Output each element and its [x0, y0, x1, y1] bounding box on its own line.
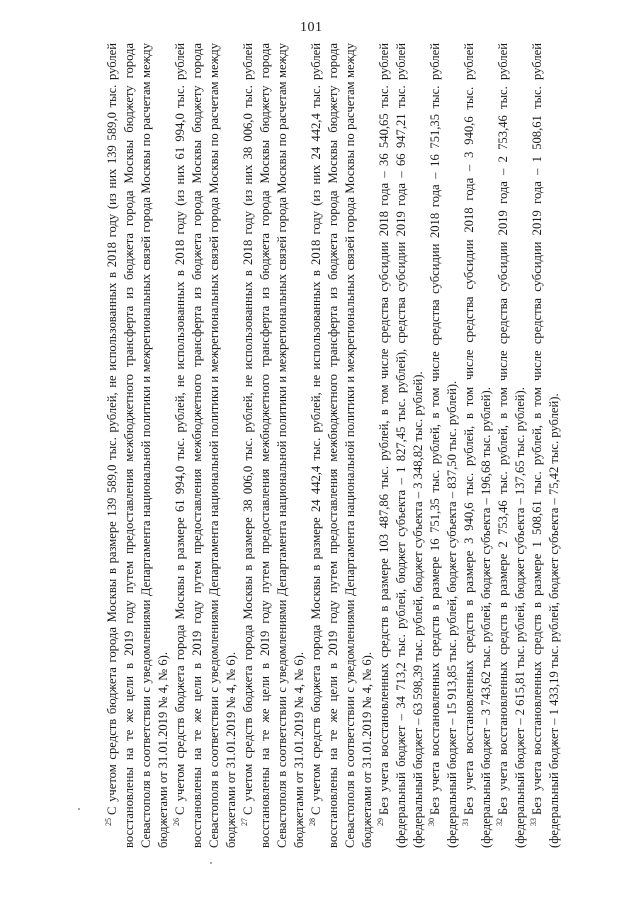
footnote-28: [308, 43, 376, 848]
footnote-text: Без учета восстановленных средств в размере 3 940,6 тыс. рублей, в том числе средства субсидии 2018 года – 3 940,6 тыс. рублей (федеральный бюджет – 3 743,62 тыс. рублей, бюджет субъекта – 196,68 тыс. рублей).: [462, 43, 493, 848]
footnote-29: [376, 43, 427, 848]
footnote-33: [529, 43, 563, 848]
footnotes-block: [104, 43, 596, 848]
scan-speck: [78, 808, 80, 810]
footnote-text: Без учета восстановленных средств в размере 103 487,86 тыс. рублей, в том числе средства субсидии 2018 года – 36 540,65 тыс. рублей (федеральный бюджет – 34 713,2 тыс. рублей, бюджет субъекта – 1 827,45 тыс. рублей), средства субсидии 2019 года – 66 947,21 тыс. рублей (федеральный бюджет – 63 598,39 тыс. рублей, бюджет субъекта – 3 348,82 тыс. рублей).: [377, 43, 425, 848]
footnote-marker: 29: [375, 818, 385, 826]
footnote-marker: 25: [103, 818, 113, 826]
footnote-marker: 27: [239, 818, 249, 826]
page-number: 101: [300, 20, 323, 35]
footnote-text: С учетом средств бюджета города Москвы в размере 139 589,0 тыс. рублей, не использованных в 2018 году (из них 139 589,0 тыс. рублей восстановлены на те же цели в 2019 году путем предоставления межбюджетного трансферта из бюджета города Москвы бюджету города Севастополя в соответствии с уведомлениями Департамента национальной политики и межрегиональных связей города Москвы по расчетам между бюджетами от 31.01.2019 № 4, № 6).: [105, 43, 170, 848]
footnote-25: [104, 43, 172, 848]
footnote-31: [461, 43, 495, 848]
footnote-marker: 26: [171, 818, 181, 826]
footnote-marker: 32: [494, 818, 504, 826]
footnote-text: Без учета восстановленных средств в размере 16 751,35 тыс. рублей, в том числе средства субсидии 2018 года – 16 751,35 тыс. рублей (федеральный бюджет – 15 913,85 тыс. рублей, бюджет субъекта – 837,50 тыс. рублей).: [428, 43, 459, 848]
footnote-text: С учетом средств бюджета города Москвы в размере 38 006,0 тыс. рублей, не использованных в 2018 году (из них 38 006,0 тыс. рублей восстановлены на те же цели в 2019 году путем предоставления межбюджетного трансферта из бюджета города Москвы бюджету города Севастополя в соответствии с уведомлениями Департамента национальной политики и межрегиональных связей города Москвы по расчетам между бюджетами от 31.01.2019 № 4, № 6).: [241, 43, 306, 848]
footnote-text: Без учета восстановленных средств в размере 1 508,61 тыс. рублей, в том числе средства субсидии 2019 года – 1 508,61 тыс. рублей (федеральный бюджет – 1 433,19 тыс. рублей, бюджет субъекта – 75,42 тыс. рублей).: [530, 43, 561, 848]
footnote-26: [172, 43, 240, 848]
scan-speck: [210, 862, 212, 864]
footnote-marker: 31: [460, 818, 470, 826]
footnote-marker: 30: [426, 818, 436, 826]
footnote-32: [495, 43, 529, 848]
footnote-text: С учетом средств бюджета города Москвы в размере 61 994,0 тыс. рублей, не использованных в 2018 году (из них 61 994,0 тыс. рублей восстановлены на те же цели в 2019 году путем предоставления межбюджетного трансферта из бюджета города Москвы бюджету города Севастополя в соответствии с уведомлениями Департамента национальной политики и межрегиональных связей города Москвы по расчетам между бюджетами от 31.01.2019 № 4, № 6).: [173, 43, 238, 848]
footnote-marker: 33: [528, 818, 538, 826]
footnote-30: [427, 43, 461, 848]
footnote-27: [240, 43, 308, 848]
footnote-marker: 28: [307, 818, 317, 826]
footnote-text: С учетом средств бюджета города Москвы в размере 24 442,4 тыс. рублей, не использованных в 2018 году (из них 24 442,4 тыс. рублей восстановлены на те же цели в 2019 году путем предоставления межбюджетного трансферта из бюджета города Москвы бюджету города Севастополя в соответствии с уведомлениями Департамента национальной политики и межрегиональных связей города Москвы по расчетам между бюджетами от 31.01.2019 № 4, № 6).: [309, 43, 374, 848]
footnote-text: Без учета восстановленных средств в размере 2 753,46 тыс. рублей, в том числе средства субсидии 2019 года – 2 753,46 тыс. рублей (федеральный бюджет – 2 615,81 тыс. рублей, бюджет субъекта – 137,65 тыс. рублей).: [496, 43, 527, 848]
